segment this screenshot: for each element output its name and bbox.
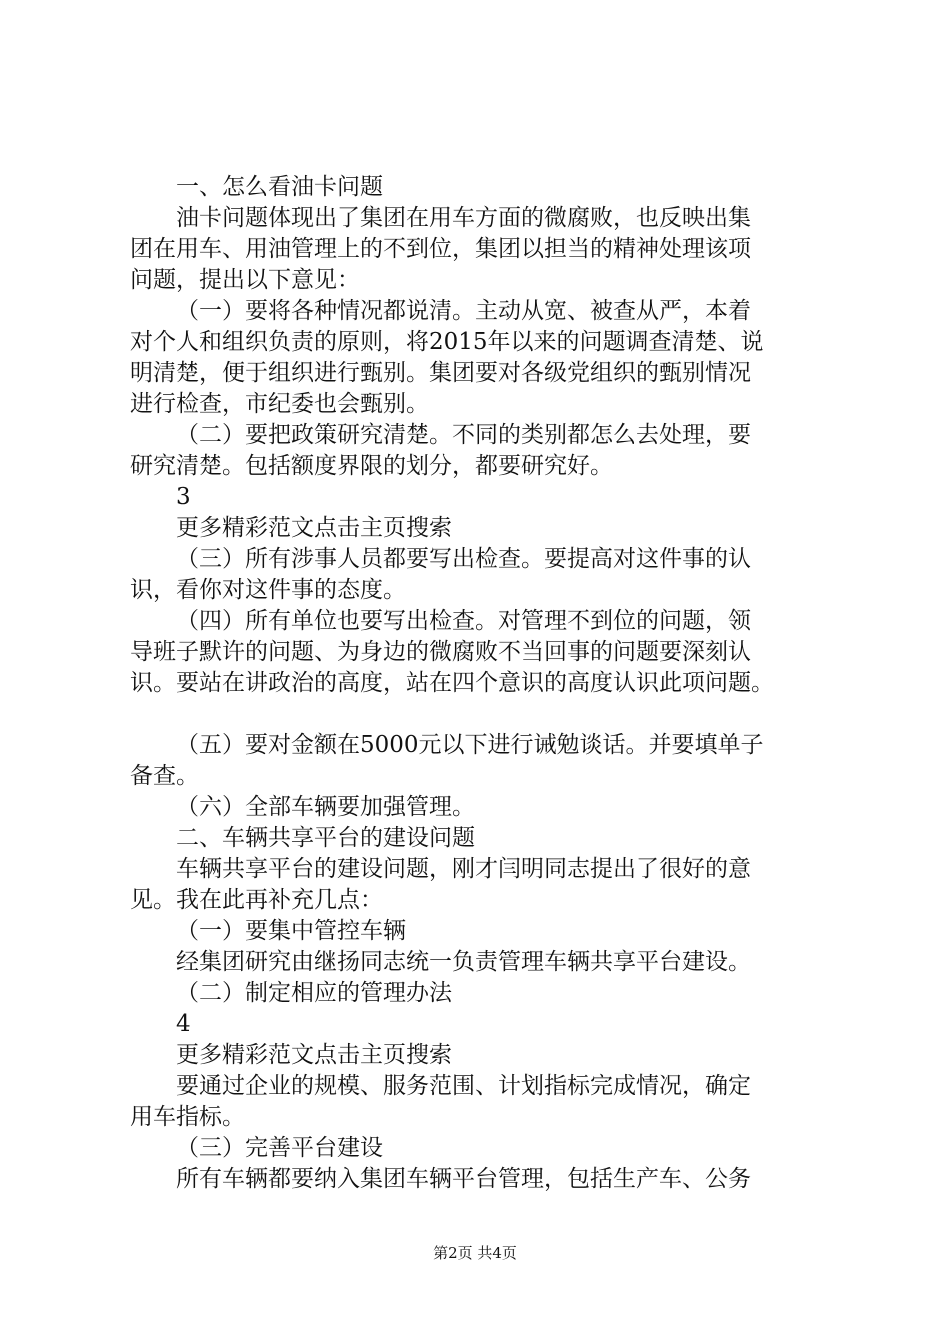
text-line: （三）完善平台建设 — [176, 1135, 383, 1161]
text-line: 3 — [176, 484, 191, 510]
text-line: 识。要站在讲政治的高度，站在四个意识的高度认识此项问题。 — [130, 670, 774, 696]
blank-line — [130, 699, 835, 730]
text-line: 对个人和组织负责的原则，将2015年以来的问题调查清楚、说 — [130, 329, 764, 355]
text-line: 团在用车、用油管理上的不到位，集团以担当的精神处理该项 — [130, 236, 751, 262]
text-line: 车辆共享平台的建设问题，刚才闫明同志提出了很好的意 — [176, 856, 751, 882]
text-line: 所有车辆都要纳入集团车辆平台管理，包括生产车、公务 — [176, 1166, 751, 1192]
text-line: （二）要把政策研究清楚。不同的类别都怎么去处理，要 — [176, 422, 751, 448]
text-line: （二）制定相应的管理办法 — [176, 980, 452, 1006]
text-line: 更多精彩范文点击主页搜索 — [176, 515, 452, 541]
text-line: 问题，提出以下意见： — [130, 267, 360, 293]
text-line: 4 — [176, 1011, 191, 1037]
text-line: 油卡问题体现出了集团在用车方面的微腐败，也反映出集 — [176, 205, 751, 231]
page-footer: 第2页 共4页 — [433, 1244, 517, 1262]
text-line: 识，看你对这件事的态度。 — [130, 577, 406, 603]
text-line: 要通过企业的规模、服务范围、计划指标完成情况，确定 — [176, 1073, 751, 1099]
text-line: 用车指标。 — [130, 1104, 245, 1130]
text-line: 明清楚，便于组织进行甄别。集团要对各级党组织的甄别情况 — [130, 360, 751, 386]
text-line: 一、怎么看油卡问题 — [176, 174, 383, 200]
text-line: 导班子默许的问题、为身边的微腐败不当回事的问题要深刻认 — [130, 639, 751, 665]
text-line: （六）全部车辆要加强管理。 — [176, 794, 475, 820]
text-line: （五）要对金额在5000元以下进行诫勉谈话。并要填单子 — [176, 732, 764, 758]
text-line: 经集团研究由继扬同志统一负责管理车辆共享平台建设。 — [176, 949, 751, 975]
text-line: （四）所有单位也要写出检查。对管理不到位的问题，领 — [176, 608, 751, 634]
text-line: 见。我在此再补充几点： — [130, 887, 383, 913]
text-line: （三）所有涉事人员都要写出检查。要提高对这件事的认 — [176, 546, 751, 572]
document-body — [130, 172, 835, 1195]
text-line: 二、车辆共享平台的建设问题 — [176, 825, 475, 851]
text-line: 更多精彩范文点击主页搜索 — [176, 1042, 452, 1068]
text-line: 进行检查，市纪委也会甄别。 — [130, 391, 429, 417]
text-line: （一）要集中管控车辆 — [176, 918, 406, 944]
text-line: 备查。 — [130, 763, 199, 789]
text-line: 研究清楚。包括额度界限的划分，都要研究好。 — [130, 453, 613, 479]
text-line: （一）要将各种情况都说清。主动从宽、被查从严，本着 — [176, 298, 751, 324]
